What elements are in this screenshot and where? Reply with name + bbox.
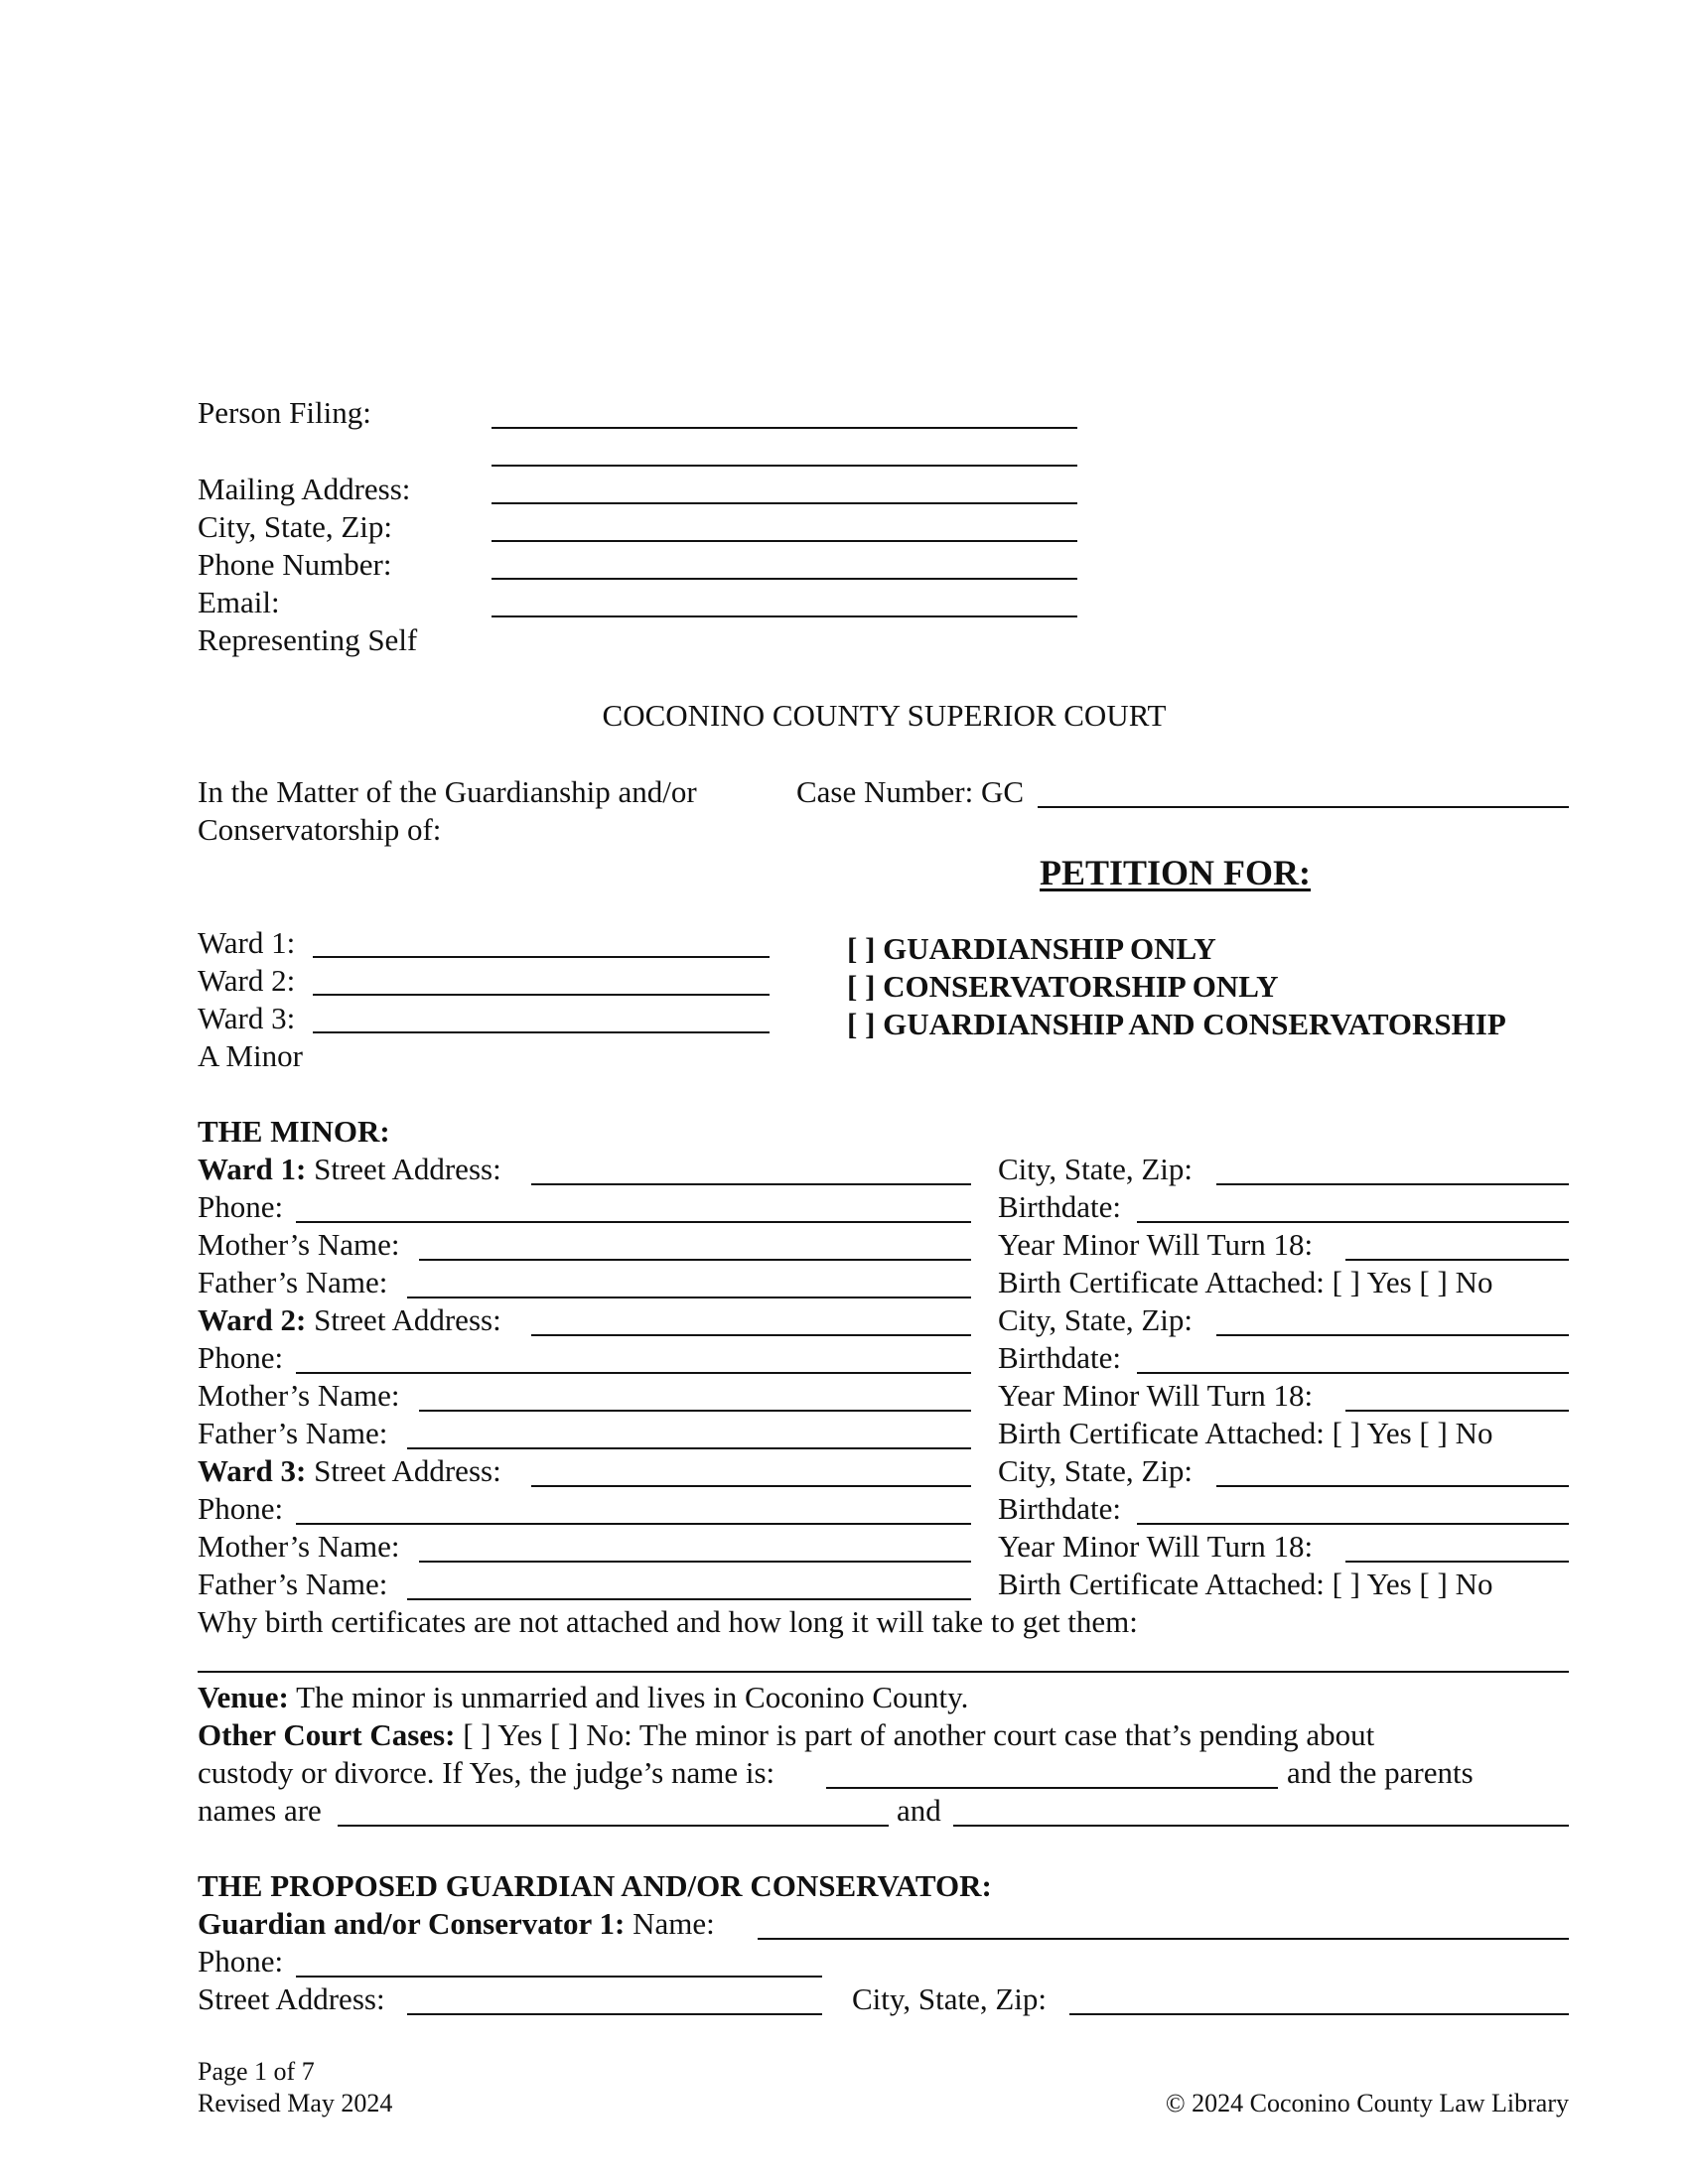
court-name: COCONINO COUNTY SUPERIOR COURT <box>602 698 1167 733</box>
city-state-zip-label: City, State, Zip: <box>198 509 393 544</box>
ward1-birthdate-label: Birthdate: <box>998 1189 1121 1224</box>
guardian1-csz-label: City, State, Zip: <box>852 1981 1048 2016</box>
other-cases-parents-label: and the parents <box>1287 1755 1474 1790</box>
option-guardianship-and-conservatorship[interactable]: [ ] GUARDIANSHIP AND CONSERVATORSHIP <box>847 1007 1506 1041</box>
ward3-birthdate-label: Birthdate: <box>998 1491 1121 1526</box>
ward2-birthdate-line[interactable] <box>1137 1372 1569 1374</box>
ward2-street-row <box>198 1304 501 1335</box>
page-number: Page 1 of 7 <box>198 2057 315 2086</box>
ward2-year18-label: Year Minor Will Turn 18: <box>998 1378 1314 1413</box>
ward1-csz-label: City, State, Zip: <box>998 1152 1194 1186</box>
ward3-caption-label: Ward 3: <box>198 1001 296 1035</box>
ward1-father-line[interactable] <box>407 1297 971 1298</box>
ward3-csz-line[interactable] <box>1216 1485 1569 1487</box>
ward2-caption-line[interactable] <box>313 994 770 996</box>
petition-title: PETITION FOR: <box>1040 853 1312 892</box>
ward2-mother-line[interactable] <box>419 1410 971 1412</box>
ward3-csz-label: City, State, Zip: <box>998 1453 1194 1488</box>
ward2-father-label: Father’s Name: <box>198 1416 388 1450</box>
email-line[interactable] <box>492 615 1077 617</box>
ward2-birth-cert[interactable]: Birth Certificate Attached: [ ] Yes [ ] No <box>998 1416 1493 1450</box>
ward1-phone-label: Phone: <box>198 1189 284 1224</box>
matter-line-1: In the Matter of the Guardianship and/or <box>198 774 697 809</box>
ward3-mother-line[interactable] <box>419 1561 971 1563</box>
ward2-mother-label: Mother’s Name: <box>198 1378 400 1413</box>
ward1-birth-cert[interactable]: Birth Certificate Attached: [ ] Yes [ ] No <box>998 1265 1493 1299</box>
ward3-year18-label: Year Minor Will Turn 18: <box>998 1529 1314 1564</box>
phone-number-label: Phone Number: <box>198 547 392 582</box>
ward2-birthdate-label: Birthdate: <box>998 1340 1121 1375</box>
ward3-label: Ward 3: <box>198 1453 307 1488</box>
copyright: © 2024 Coconino County Law Library <box>1165 2089 1569 2117</box>
ward3-street-label: Street Address: <box>314 1453 501 1488</box>
ward1-caption-label: Ward 1: <box>198 925 296 960</box>
ward3-year18-line[interactable] <box>1345 1561 1569 1563</box>
venue-row <box>198 1682 968 1712</box>
guardian-heading: THE PROPOSED GUARDIAN AND/OR CONSERVATOR: <box>198 1868 992 1903</box>
ward1-phone-line[interactable] <box>296 1221 971 1223</box>
guardian1-csz-line[interactable] <box>1069 2013 1569 2015</box>
ward2-street-line[interactable] <box>531 1334 971 1336</box>
parent-name-line-1[interactable] <box>338 1825 889 1827</box>
a-minor-label: A Minor <box>198 1038 303 1073</box>
mailing-address-label: Mailing Address: <box>198 472 411 506</box>
option-conservatorship-only[interactable]: [ ] CONSERVATORSHIP ONLY <box>847 969 1279 1004</box>
parents-and-label: and <box>897 1793 941 1828</box>
venue-label: Venue: <box>198 1680 289 1714</box>
ward3-street-row <box>198 1455 501 1486</box>
ward2-street-label: Street Address: <box>314 1302 501 1337</box>
ward2-phone-label: Phone: <box>198 1340 284 1375</box>
ward3-father-line[interactable] <box>407 1598 971 1600</box>
ward1-year18-line[interactable] <box>1345 1259 1569 1261</box>
ward1-street-row <box>198 1154 501 1184</box>
other-cases-row <box>198 1719 1374 1750</box>
why-not-attached-label: Why birth certificates are not attached and how long it will take to get them: <box>198 1604 1138 1639</box>
ward1-label: Ward 1: <box>198 1152 307 1186</box>
ward1-year18-label: Year Minor Will Turn 18: <box>998 1227 1314 1262</box>
ward2-csz-line[interactable] <box>1216 1334 1569 1336</box>
ward3-birth-cert[interactable]: Birth Certificate Attached: [ ] Yes [ ] No <box>998 1567 1493 1601</box>
guardian1-phone-label: Phone: <box>198 1944 284 1979</box>
case-number-line[interactable] <box>1038 806 1569 808</box>
ward1-mother-label: Mother’s Name: <box>198 1227 400 1262</box>
ward1-caption-line[interactable] <box>313 956 770 958</box>
other-cases-label: Other Court Cases: <box>198 1717 456 1752</box>
ward2-father-line[interactable] <box>407 1447 971 1449</box>
guardian1-label: Guardian and/or Conservator 1: <box>198 1906 626 1941</box>
ward2-label: Ward 2: <box>198 1302 307 1337</box>
person-filing-line-1[interactable] <box>492 427 1077 429</box>
mailing-address-line[interactable] <box>492 502 1077 504</box>
representing-self-label: Representing Self <box>198 622 418 657</box>
ward3-street-line[interactable] <box>531 1485 971 1487</box>
ward3-mother-label: Mother’s Name: <box>198 1529 400 1564</box>
guardian1-street-label: Street Address: <box>198 1981 385 2016</box>
ward3-father-label: Father’s Name: <box>198 1567 388 1601</box>
ward2-caption-label: Ward 2: <box>198 963 296 998</box>
ward3-phone-label: Phone: <box>198 1491 284 1526</box>
ward1-birthdate-line[interactable] <box>1137 1221 1569 1223</box>
email-label: Email: <box>198 585 280 619</box>
ward3-phone-line[interactable] <box>296 1523 971 1525</box>
case-number-label: Case Number: GC <box>796 774 1025 809</box>
ward2-phone-line[interactable] <box>296 1372 971 1374</box>
ward2-csz-label: City, State, Zip: <box>998 1302 1194 1337</box>
guardian1-name-row <box>198 1908 715 1939</box>
guardian1-name-line[interactable] <box>758 1938 1569 1940</box>
person-filing-line-2[interactable] <box>492 465 1077 467</box>
minor-heading: THE MINOR: <box>198 1114 390 1149</box>
other-cases-text[interactable]: [ ] Yes [ ] No: The minor is part of another court case that’s pending about <box>463 1717 1375 1752</box>
option-guardianship-only[interactable]: [ ] GUARDIANSHIP ONLY <box>847 931 1216 966</box>
parents-names-label: names are <box>198 1793 322 1828</box>
parent-name-line-2[interactable] <box>953 1825 1569 1827</box>
ward1-mother-line[interactable] <box>419 1259 971 1261</box>
person-filing-label: Person Filing: <box>198 395 371 430</box>
ward3-caption-line[interactable] <box>313 1031 770 1033</box>
matter-line-2: Conservatorship of: <box>198 812 442 847</box>
why-not-attached-line[interactable] <box>198 1671 1569 1673</box>
ward3-birthdate-line[interactable] <box>1137 1523 1569 1525</box>
guardian1-name-label: Name: <box>633 1906 715 1941</box>
ward2-year18-line[interactable] <box>1345 1410 1569 1412</box>
ward1-street-label: Street Address: <box>314 1152 501 1186</box>
phone-number-line[interactable] <box>492 578 1077 580</box>
city-state-zip-line[interactable] <box>492 540 1077 542</box>
revised-date: Revised May 2024 <box>198 2089 393 2117</box>
ward1-street-line[interactable] <box>531 1183 971 1185</box>
other-cases-judge-label: custody or divorce. If Yes, the judge’s name is: <box>198 1755 775 1790</box>
ward1-father-label: Father’s Name: <box>198 1265 388 1299</box>
guardian1-phone-line[interactable] <box>296 1976 822 1978</box>
venue-text: The minor is unmarried and lives in Coconino County. <box>296 1680 969 1714</box>
guardian1-street-line[interactable] <box>407 2013 822 2015</box>
ward1-csz-line[interactable] <box>1216 1183 1569 1185</box>
judge-name-line[interactable] <box>826 1787 1278 1789</box>
